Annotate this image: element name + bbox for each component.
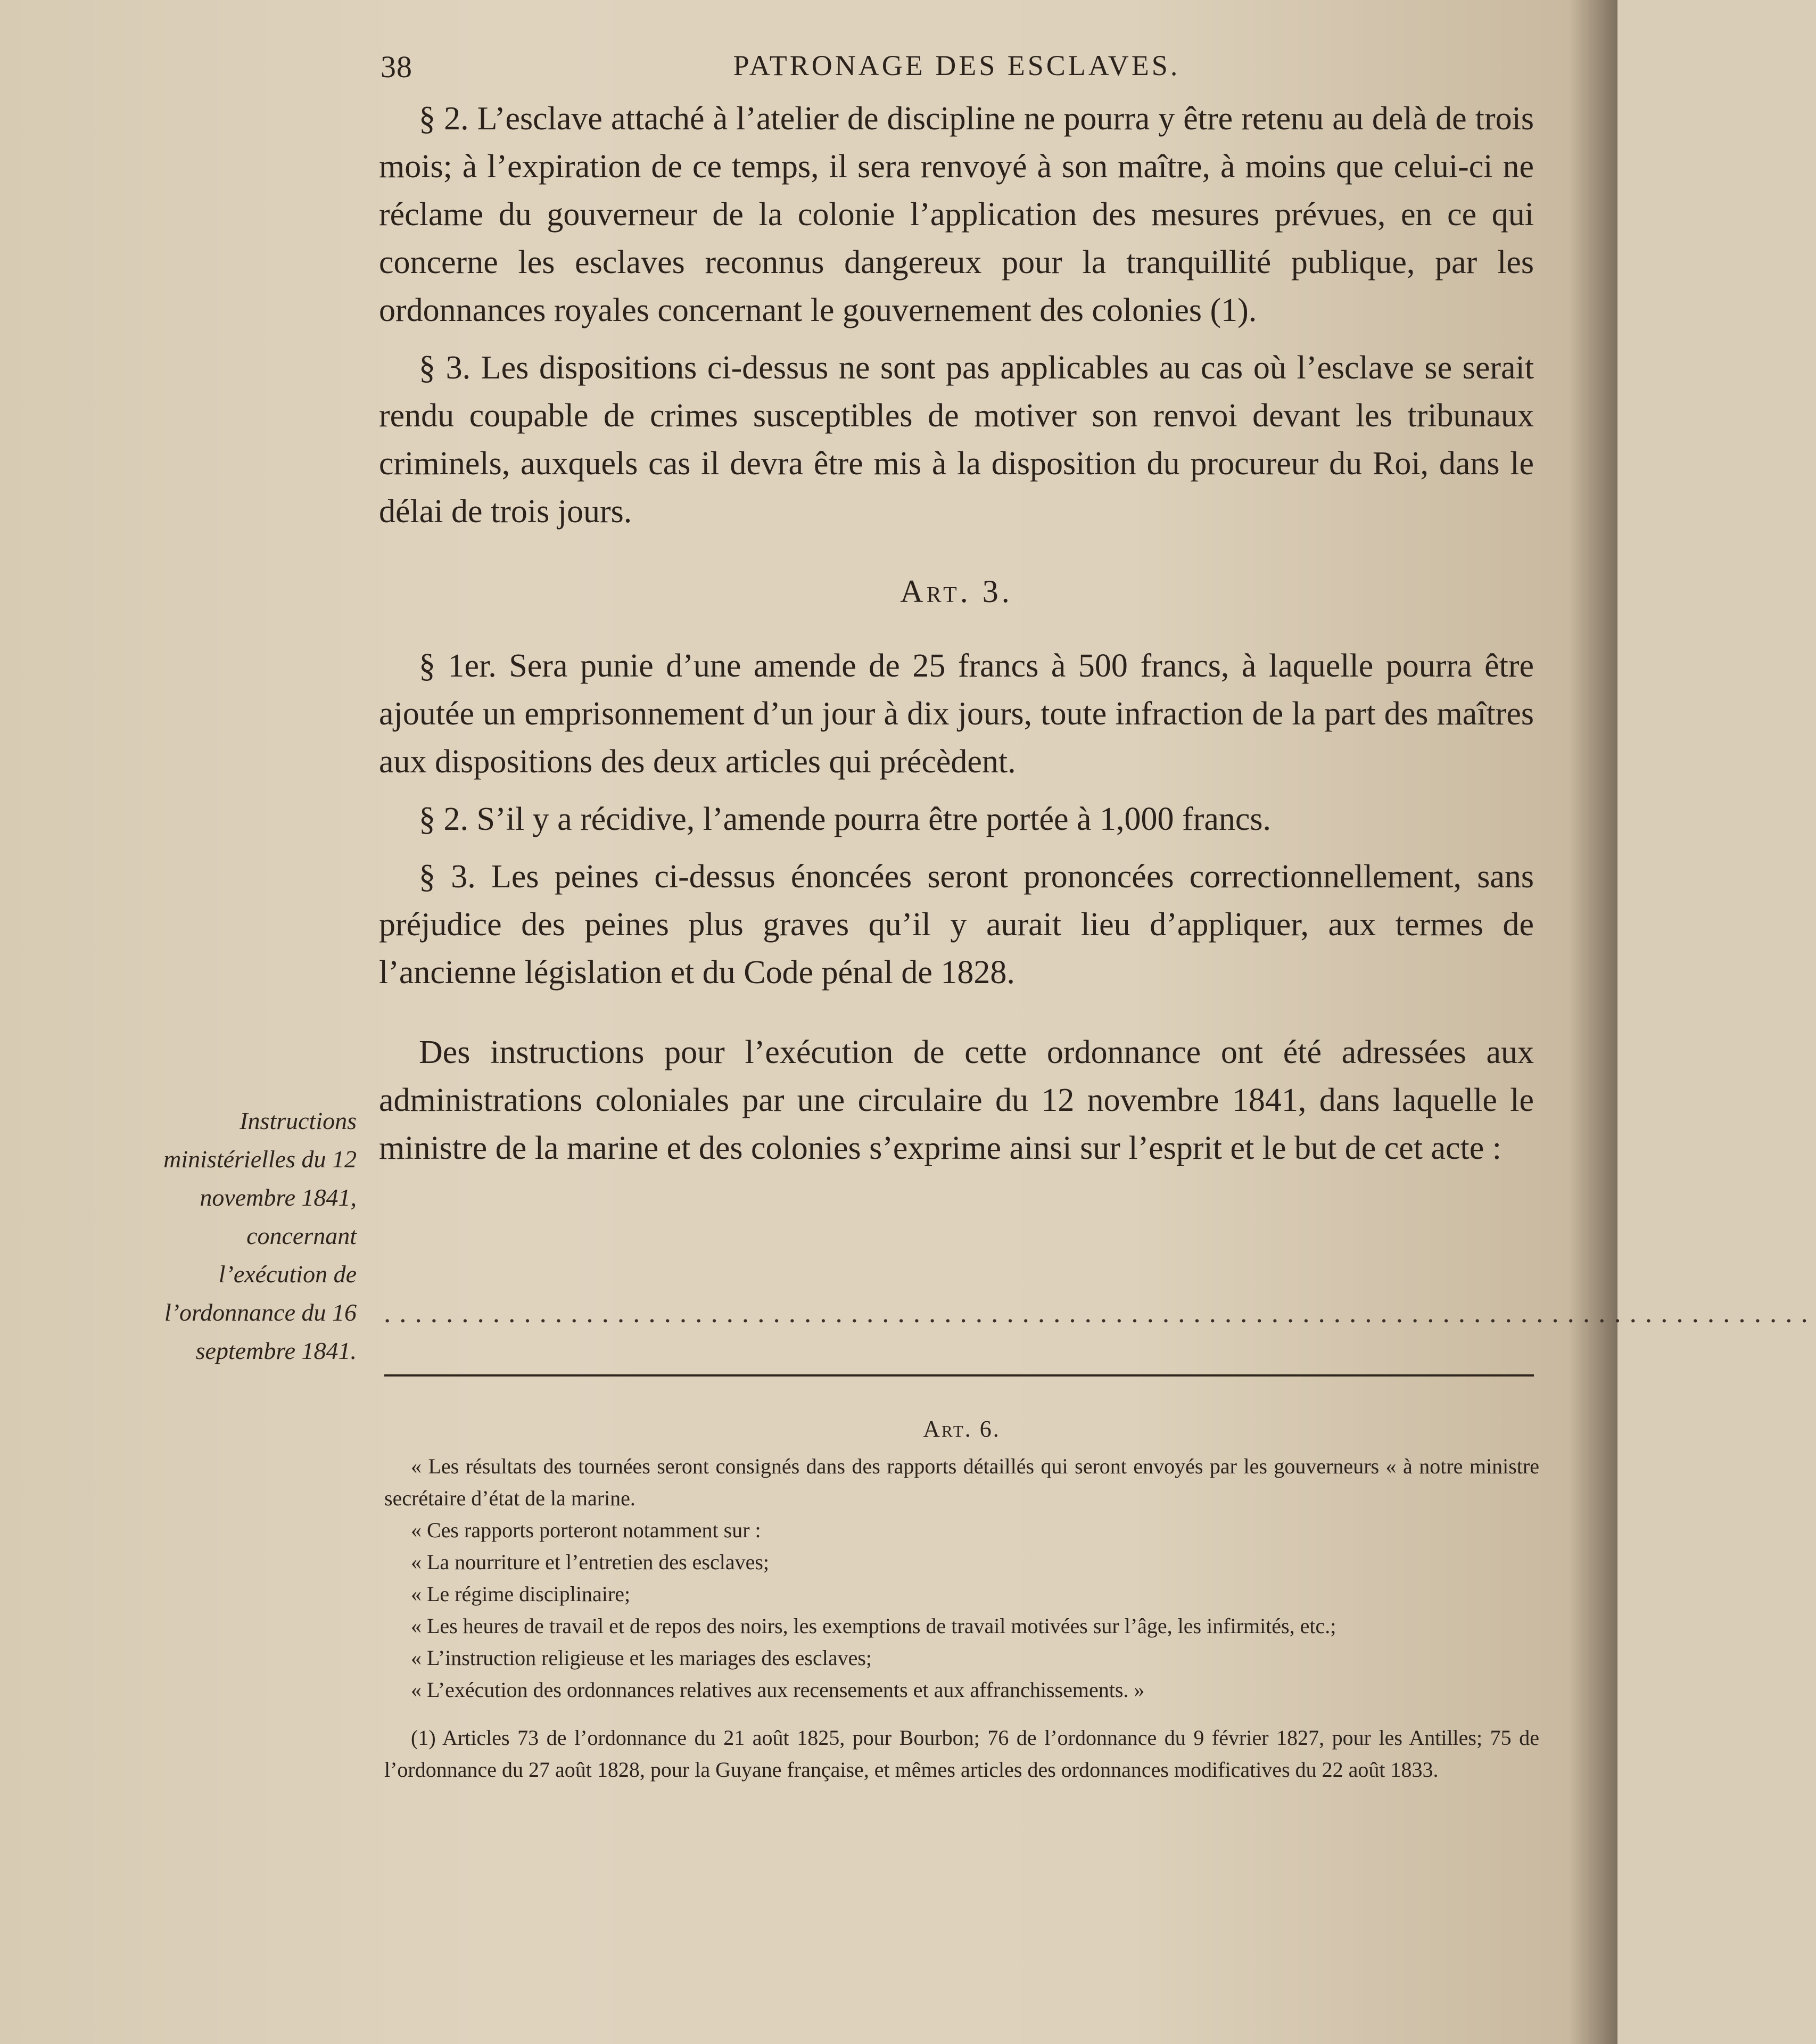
footnote-divider <box>384 1374 1534 1377</box>
running-title: PATRONAGE DES ESCLAVES. <box>733 50 1181 81</box>
note-line: « Les heures de travail et de repos des noirs, les exemptions de travail motivées sur l’âge, les infirmités, etc.; <box>411 1614 1336 1638</box>
margin-note: Instructions ministérielles du 12 novembre 1841, concernant l’exécution de l’ordonnance du 16 septembre 1841. <box>163 1107 357 1364</box>
note-line: « L’exécution des ordonnances relatives aux recensements et aux affranchissements. » <box>411 1678 1145 1702</box>
note-line: « L’instruction religieuse et les mariages des esclaves; <box>411 1646 872 1670</box>
note-line: « Ces rapports porteront notamment sur : <box>411 1518 761 1542</box>
note-line: « La nourriture et l’entretien des esclaves; <box>411 1550 770 1574</box>
article-heading: Art. 3. <box>900 574 1013 609</box>
page-number: 38 <box>381 50 412 84</box>
paragraph-section-3: § 3. Les dispositions ci-dessus ne sont pas applicables au cas où l’esclave se serait rendu coupable de crimes susceptibles de motiver son renvoi devant les tribunaux criminels, auxquels cas il devra être mis à la disposition du procureur du Roi, dans le délai de trois jours. <box>379 350 1534 530</box>
notes-block <box>384 1413 1539 1807</box>
paragraph-article-section-3: § 3. Les peines ci-dessus énoncées seront prononcées correctionnellement, sans préjudice des peines plus graves qu’il y aurait lieu d’appliquer, aux termes de l’ancienne législation et du Code pénal de 1828. <box>379 859 1534 991</box>
paragraph-section-2: § 2. L’esclave attaché à l’atelier de discipline ne pourra y être retenu au delà de trois mois; à l’expiration de ce temps, il sera renvoyé à son maître, à moins que celui-ci ne réclame du gouverneur de la colonie l’application des mesures prévues, en ce qui concerne les esclaves reconnus dangereux pour la tranquillité publique, par les ordonnances royales concernant le gouvernement des colonies (1). <box>379 101 1534 328</box>
main-text <box>379 95 1534 1182</box>
note-line: « Les résultats des tournées seront consignés dans des rapports détaillés qui seront envoyés par les gouverneurs « à notre ministre secrétaire d’état de la marine. <box>384 1454 1539 1510</box>
note-line: « Le régime disciplinaire; <box>411 1582 631 1606</box>
paragraph-article-section-1: § 1er. Sera punie d’une amende de 25 francs à 500 francs, à laquelle pourra être ajoutée un emprisonnement d’un jour à dix jours, toute infraction de la part des maîtres aux dispositions des deux articles qui précèdent. <box>379 648 1534 780</box>
note-article-heading: Art. 6. <box>923 1416 1001 1442</box>
page-header <box>381 49 1533 92</box>
dotted-leaders: ............................................................................................ <box>383 1299 1816 1329</box>
paragraph-article-section-2: § 2. S’il y a récidive, l’amende pourra être portée à 1,000 francs. <box>419 801 1272 837</box>
instructions-paragraph: Des instructions pour l’exécution de cette ordonnance ont été adressées aux administrations coloniales par une circulaire du 12 novembre 1841, dans laquelle le ministre de la marine et des colonies s’exprime ainsi sur l’esprit et le but de cet acte : <box>379 1034 1534 1166</box>
footnote: (1) Articles 73 de l’ordonnance du 21 août 1825, pour Bourbon; 76 de l’ordonnance du 9 février 1827, pour les Antilles; 75 de l’ordonnance du 27 août 1828, pour la Guyane française, et mêmes articles des ordonnances modificatives du 22 août 1833. <box>384 1726 1539 1782</box>
